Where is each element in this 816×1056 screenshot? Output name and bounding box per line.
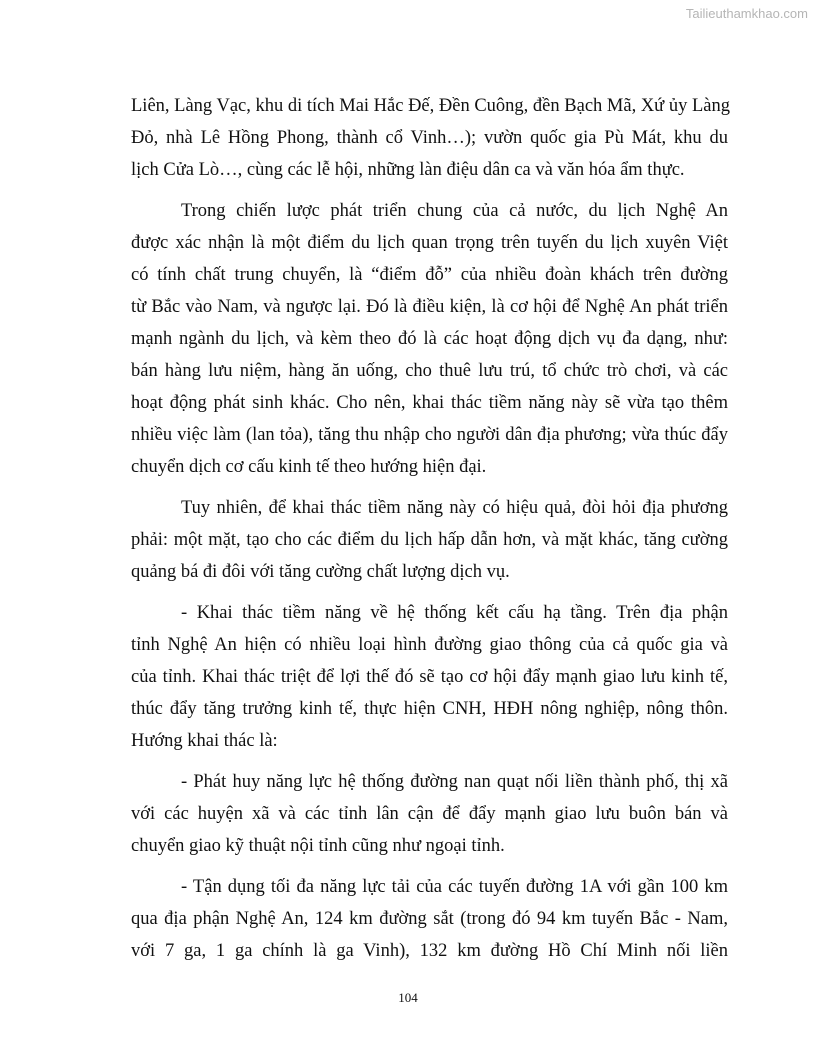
text-line: lịch Cửa Lò…, cùng các lễ hội, những làn điệu dân ca và văn hóa ẩm thực. [131,160,685,180]
document-body [131,90,728,976]
text-line: phải: một mặt, tạo cho các điểm du lịch hấp dẫn hơn, và mặt khác, tăng cường [131,530,728,550]
text-line: mạnh ngành du lịch, và kèm theo đó là các hoạt động dịch vụ đa dạng, như: [131,329,728,349]
text-line: hoạt động phát sinh khác. Cho nên, khai thác tiềm năng này sẽ vừa tạo thêm [131,393,728,413]
text-line: - Phát huy năng lực hệ thống đường nan quạt nối liền thành phố, thị xã [181,772,728,792]
text-line: chuyển giao kỹ thuật nội tỉnh cũng như ngoại tỉnh. [131,836,505,856]
text-line: Đỏ, nhà Lê Hồng Phong, thành cổ Vinh…); vườn quốc gia Pù Mát, khu du [131,128,728,148]
text-line: có tính chất trung chuyển, là “điểm đỗ” của nhiều đoàn khách trên đường [131,265,728,285]
text-line: nhiều việc làm (lan tỏa), tăng thu nhập cho người dân địa phương; vừa thúc đẩy [131,425,728,445]
text-line: với các huyện xã và các tỉnh lân cận để đẩy mạnh giao lưu buôn bán và [131,804,728,824]
text-line: bán hàng lưu niệm, hàng ăn uống, cho thuê lưu trú, tổ chức trò chơi, và các [131,361,728,381]
paragraph [131,195,728,483]
text-line: được xác nhận là một điểm du lịch quan trọng trên tuyến du lịch xuyên Việt [131,233,728,253]
text-line: Tuy nhiên, để khai thác tiềm năng này có hiệu quả, đòi hỏi địa phương [181,498,728,518]
paragraph [131,871,728,967]
text-line: - Tận dụng tối đa năng lực tải của các tuyến đường 1A với gần 100 km [181,877,728,897]
text-line: Trong chiến lược phát triển chung của cả nước, du lịch Nghệ An [181,201,728,221]
text-line: quảng bá đi đôi với tăng cường chất lượng dịch vụ. [131,562,510,582]
page-number: 104 [398,990,418,1005]
watermark: Tailieuthamkhao.com [685,6,808,21]
text-line: với 7 ga, 1 ga chính là ga Vinh), 132 km đường Hồ Chí Minh nối liền [131,941,728,961]
text-line: thúc đẩy tăng trưởng kinh tế, thực hiện CNH, HĐH nông nghiệp, nông thôn. [131,699,728,719]
text-line: tỉnh Nghệ An hiện có nhiều loại hình đường giao thông của cả quốc gia và [131,635,728,655]
paragraph [131,90,728,186]
text-line: - Khai thác tiềm năng về hệ thống kết cấu hạ tầng. Trên địa phận [181,603,728,623]
text-line: chuyển dịch cơ cấu kinh tế theo hướng hiện đại. [131,457,487,477]
text-line: của tỉnh. Khai thác triệt để lợi thế đó sẽ tạo cơ hội đẩy mạnh giao lưu kinh tế, [131,667,728,687]
paragraph [131,492,728,588]
text-line: Hướng khai thác là: [131,731,278,751]
paragraph [131,766,728,862]
text-line: qua địa phận Nghệ An, 124 km đường sắt (trong đó 94 km tuyến Bắc - Nam, [131,909,728,929]
text-line: từ Bắc vào Nam, và ngược lại. Đó là điều kiện, là cơ hội để Nghệ An phát triển [131,297,728,317]
text-line: Liên, Làng Vạc, khu di tích Mai Hắc Đế, Đền Cuông, đền Bạch Mã, Xứ ủy Làng [131,96,730,116]
paragraph [131,597,728,757]
